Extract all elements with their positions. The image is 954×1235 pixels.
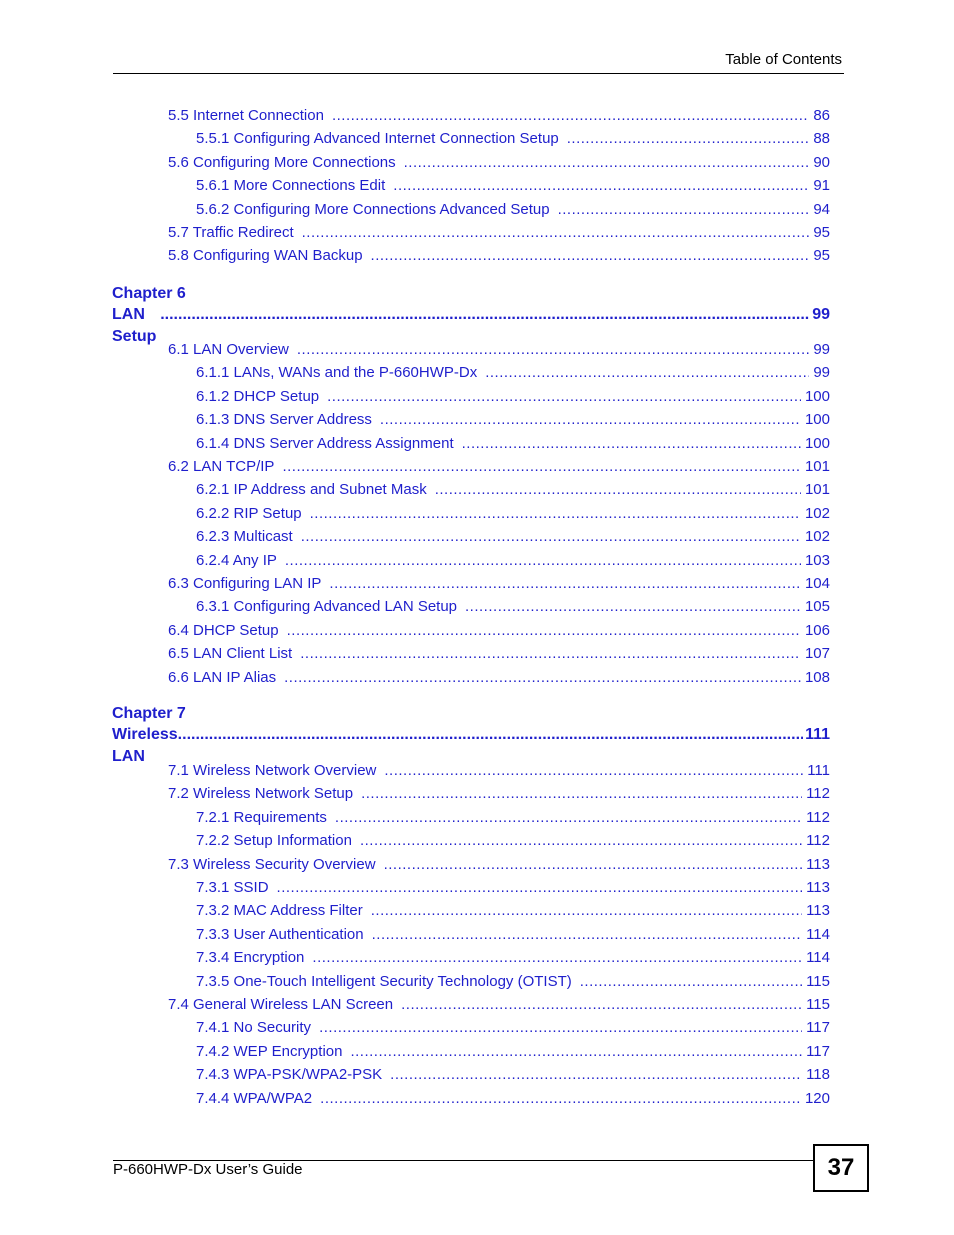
chapter-label: Chapter 6 [112, 285, 186, 302]
toc-entry-label: 6.3.1 Configuring Advanced LAN Setup [196, 598, 458, 616]
toc-entry-page-number: 112 [806, 785, 830, 803]
toc-entry[interactable] [196, 363, 830, 383]
toc-entry-label: 7.2.1 Requirements [196, 808, 327, 826]
toc-entry-label: 6.2 LAN TCP/IP [168, 458, 275, 475]
leader-dots [300, 644, 801, 664]
toc-entry-label: 5.8 Configuring WAN Backup [168, 247, 363, 265]
toc-entry-label: 7.4.1 No Security [196, 1019, 312, 1037]
toc-entry-label: 6.2.3 Multicast [196, 528, 293, 546]
toc-entry[interactable] [196, 129, 830, 149]
toc-entry-page-number: 118 [806, 1066, 830, 1084]
leader-dots [160, 304, 810, 326]
toc-entry-label: 7.3.2 MAC Address Filter [196, 902, 363, 920]
leader-dots [178, 724, 803, 746]
toc-entry-label: 6.6 LAN IP Alias [168, 668, 277, 686]
toc-entry-page-number: 117 [806, 1042, 830, 1060]
chapter-7-heading[interactable] [112, 704, 830, 765]
leader-dots [371, 246, 810, 266]
leader-dots [390, 1065, 802, 1085]
toc-entry-page-number: 115 [806, 996, 830, 1013]
toc-entry[interactable] [196, 504, 830, 524]
leader-dots [462, 434, 801, 454]
toc-entry-page-number: 120 [804, 1089, 830, 1107]
toc-entry[interactable] [196, 387, 830, 407]
leader-dots [319, 1018, 802, 1038]
toc-entry-page-number: 115 [806, 972, 830, 990]
toc-entry-page-number: 114 [806, 925, 830, 943]
toc-entry-label: 6.1.1 LANs, WANs and the P-660HWP-Dx [196, 364, 478, 382]
toc-entry-page-number: 100 [804, 387, 830, 405]
toc-entry[interactable] [196, 1018, 830, 1038]
toc-entry-page-number: 88 [813, 130, 830, 148]
toc-entry-label: 6.4 DHCP Setup [168, 621, 279, 639]
toc-entry-page-number: 112 [806, 808, 830, 826]
toc-entry-label: 7.4.2 WEP Encryption [196, 1042, 343, 1060]
toc-entry[interactable] [196, 1042, 830, 1062]
leader-dots [282, 457, 801, 477]
toc-entry[interactable] [196, 434, 830, 454]
toc-entry-page-number: 108 [804, 668, 830, 686]
toc-entry-page-number: 105 [804, 598, 830, 616]
toc-entry-page-number: 107 [804, 645, 830, 663]
leader-dots [310, 504, 801, 524]
toc-entry-page-number: 94 [813, 200, 830, 218]
toc-entry-page-number: 99 [813, 341, 830, 358]
toc-entry-label: 7.4.3 WPA-PSK/WPA2-PSK [196, 1066, 383, 1084]
toc-entry[interactable] [168, 761, 830, 781]
toc-entry[interactable] [196, 1089, 830, 1109]
toc-entry[interactable] [196, 176, 830, 196]
page-number-box [813, 1144, 869, 1192]
leader-dots [465, 597, 801, 617]
toc-entry[interactable] [196, 808, 830, 828]
toc-entry[interactable] [168, 621, 830, 641]
toc-entry[interactable] [168, 223, 830, 243]
toc-entry-label: 6.3 Configuring LAN IP [168, 575, 322, 592]
leader-dots [360, 831, 802, 851]
toc-entry-page-number: 95 [813, 247, 830, 265]
toc-entry-label: 5.5.1 Configuring Advanced Internet Connection Setup [196, 130, 559, 148]
toc-entry[interactable] [196, 972, 830, 992]
toc-entry-label: 6.1 LAN Overview [168, 341, 289, 358]
toc-entry-label: 7.4.4 WPA/WPA2 [196, 1089, 313, 1107]
toc-entry-page-number: 102 [804, 528, 830, 546]
leader-dots [302, 223, 810, 243]
toc-entry[interactable] [168, 995, 830, 1015]
toc-entry[interactable] [196, 948, 830, 968]
leader-dots [320, 1089, 801, 1109]
leader-dots [277, 878, 803, 898]
toc-entry-label: 7.3 Wireless Security Overview [168, 855, 376, 873]
toc-entry-page-number: 99 [813, 364, 830, 382]
toc-entry[interactable] [196, 597, 830, 617]
running-footer: P-660HWP-Dx User’s Guide [113, 1161, 303, 1178]
leader-dots [567, 129, 810, 149]
toc-entry-page-number: 111 [807, 762, 830, 779]
toc-entry-page-number: 91 [813, 177, 830, 195]
chapter-page-number: 111 [805, 726, 830, 743]
toc-entry[interactable] [196, 925, 830, 945]
header-rule [113, 73, 844, 74]
toc-entry[interactable] [168, 457, 830, 477]
chapter-label: Chapter 7 [112, 705, 186, 722]
leader-dots [558, 200, 810, 220]
leader-dots [284, 668, 801, 688]
toc-entry-page-number: 102 [804, 504, 830, 522]
toc-entry-page-number: 106 [804, 621, 830, 639]
leader-dots [580, 972, 802, 992]
toc-entry[interactable] [196, 551, 830, 571]
toc-entry-label: 5.6.1 More Connections Edit [196, 177, 386, 195]
toc-entry-label: 5.6 Configuring More Connections [168, 153, 396, 171]
toc-entry[interactable] [196, 878, 830, 898]
toc-entry-label: 6.1.3 DNS Server Address [196, 411, 372, 429]
leader-dots [332, 106, 809, 126]
toc-entry-page-number: 95 [813, 224, 830, 241]
toc-entry-label: 6.1.4 DNS Server Address Assignment [196, 434, 454, 452]
toc-entry[interactable] [168, 855, 830, 875]
toc-entry-label: 7.3.1 SSID [196, 879, 269, 896]
toc-entry[interactable] [168, 246, 830, 266]
toc-entry-label: 7.2.2 Setup Information [196, 832, 352, 850]
chapter-page-number: 99 [812, 306, 830, 323]
toc-entry-label: 6.2.4 Any IP [196, 551, 277, 569]
leader-dots [380, 410, 801, 430]
leader-dots [435, 480, 801, 500]
toc-entry-page-number: 103 [804, 551, 830, 569]
toc-entry-label: 7.3.3 User Authentication [196, 925, 364, 943]
toc-entry-label: 7.1 Wireless Network Overview [168, 762, 377, 779]
toc-entry[interactable] [168, 340, 830, 360]
leader-dots [404, 153, 810, 173]
toc-entry-page-number: 112 [806, 832, 830, 850]
toc-entry[interactable] [196, 901, 830, 921]
toc-entry[interactable] [168, 668, 830, 688]
toc-entry-label: 6.2.2 RIP Setup [196, 504, 302, 522]
toc-entry[interactable] [196, 410, 830, 430]
page-number: 37 [827, 1154, 855, 1181]
toc-entry[interactable] [168, 644, 830, 664]
toc-entry-page-number: 101 [804, 481, 830, 499]
toc-entry-page-number: 113 [806, 855, 830, 873]
running-header: Table of Contents [725, 51, 842, 68]
toc-entry[interactable] [168, 574, 830, 594]
toc-entry-label: 6.1.2 DHCP Setup [196, 387, 320, 405]
toc-entry-label: 7.3.4 Encryption [196, 949, 305, 967]
toc-entry-label: 7.2 Wireless Network Setup [168, 785, 354, 803]
toc-entry-label: 5.6.2 Configuring More Connections Advanced Setup [196, 200, 550, 218]
leader-dots [287, 621, 801, 641]
toc-entry-page-number: 113 [806, 902, 830, 920]
toc-entry-label: 6.2.1 IP Address and Subnet Mask [196, 481, 427, 499]
leader-dots [335, 808, 802, 828]
leader-dots [297, 340, 809, 360]
toc-entry[interactable] [196, 200, 830, 220]
leader-dots [312, 948, 802, 968]
leader-dots [285, 551, 801, 571]
leader-dots [485, 363, 809, 383]
leader-dots [393, 176, 809, 196]
toc-entry[interactable] [196, 527, 830, 547]
chapter-6-heading[interactable] [112, 284, 830, 345]
leader-dots [384, 761, 803, 781]
toc-entry-label: 7.4 General Wireless LAN Screen [168, 996, 394, 1013]
chapter-title: LAN Setup [112, 306, 157, 345]
leader-dots [327, 387, 801, 407]
toc-entry-page-number: 113 [806, 879, 830, 896]
toc-entry[interactable] [196, 831, 830, 851]
toc-entry-label: 5.5 Internet Connection [168, 107, 324, 124]
leader-dots [371, 901, 802, 921]
toc-entry[interactable] [168, 153, 830, 173]
leader-dots [401, 995, 802, 1015]
toc-entry[interactable] [196, 480, 830, 500]
toc-entry-page-number: 104 [804, 575, 830, 592]
leader-dots [329, 574, 801, 594]
toc-entry-page-number: 100 [804, 434, 830, 452]
toc-entry-page-number: 114 [806, 949, 830, 967]
toc-entry[interactable] [196, 1065, 830, 1085]
leader-dots [384, 855, 803, 875]
toc-entry-label: 5.7 Traffic Redirect [168, 224, 294, 241]
toc-entry-page-number: 100 [804, 411, 830, 429]
toc-entry-page-number: 117 [806, 1019, 830, 1037]
chapter-title: Wireless LAN [112, 726, 178, 765]
toc-entry[interactable] [168, 784, 830, 804]
toc-entry-label: 6.5 LAN Client List [168, 645, 293, 663]
leader-dots [372, 925, 802, 945]
leader-dots [350, 1042, 802, 1062]
toc-entry-page-number: 86 [813, 107, 830, 124]
leader-dots [361, 784, 802, 804]
toc-entry-label: 7.3.5 One-Touch Intelligent Security Technology (OTIST) [196, 972, 572, 990]
toc-entry-page-number: 101 [804, 458, 830, 475]
leader-dots [301, 527, 801, 547]
toc-entry-page-number: 90 [813, 153, 830, 171]
toc-entry[interactable] [168, 106, 830, 126]
